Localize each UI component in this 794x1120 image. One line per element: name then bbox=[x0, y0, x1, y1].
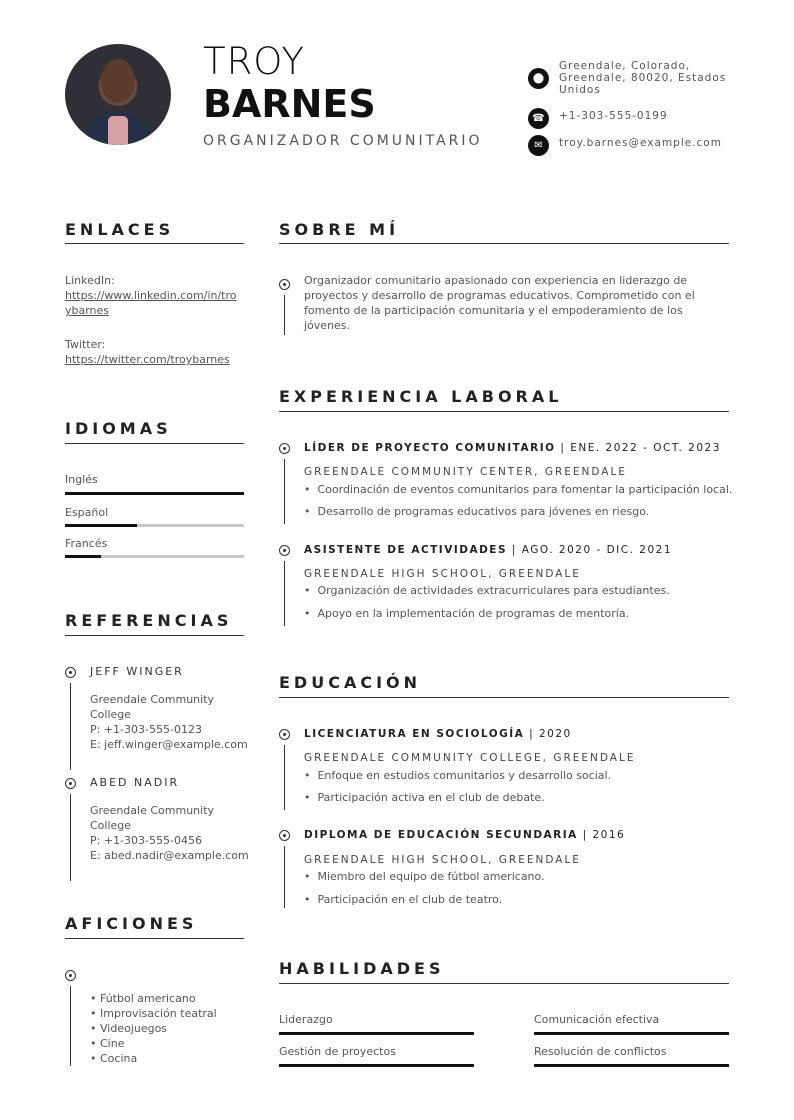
section-title-about: SOBRE MÍ bbox=[279, 220, 400, 239]
bullet-text: Organización de actividades extracurriculares para estudiantes. bbox=[317, 584, 670, 597]
hobby-item: • Cine bbox=[90, 1037, 125, 1050]
edu-title: LICENCIATURA EN SOCIOLOGÍA bbox=[304, 728, 525, 740]
first-name: TROY bbox=[203, 40, 306, 83]
skill-name: Comunicación efectiva bbox=[534, 1013, 660, 1026]
reference-org-cont: College bbox=[90, 819, 132, 832]
about-text bbox=[304, 273, 695, 333]
separator: | bbox=[577, 829, 593, 841]
reference-phone: P: +1-303-555-0456 bbox=[90, 834, 202, 847]
about-line: Organizador comunitario apasionado con experiencia en liderazgo de bbox=[304, 274, 688, 287]
timeline-line bbox=[70, 683, 71, 770]
bullet-text: Participación activa en el club de debate. bbox=[317, 791, 545, 804]
hobbies-list bbox=[90, 991, 217, 1066]
bullet-text: Enfoque en estudios comunitarios y desarrollo social. bbox=[317, 769, 612, 782]
job-bullet: • Desarrollo de programas educativos para jóvenes en riesgo. bbox=[304, 505, 650, 518]
linkedin-url[interactable]: https://www.linkedin.com/in/tro bbox=[65, 289, 237, 302]
edu-heading bbox=[304, 829, 625, 841]
timeline-dot bbox=[279, 279, 290, 290]
edu-bullet: • Enfoque en estudios comunitarios y desarrollo social. bbox=[304, 769, 612, 782]
photo-head bbox=[101, 59, 135, 103]
edu-organization: GREENDALE COMMUNITY COLLEGE, GREENDALE bbox=[304, 752, 636, 764]
skill-name: Resolución de conflictos bbox=[534, 1045, 667, 1058]
hobby-item: • Improvisación teatral bbox=[90, 1007, 217, 1020]
language-bar bbox=[65, 492, 244, 495]
reference-email[interactable]: E: jeff.winger@example.com bbox=[90, 738, 248, 751]
edu-bullet: • Participación en el club de teatro. bbox=[304, 893, 503, 906]
contact-phone: +1-303-555-0199 bbox=[559, 110, 668, 122]
job-heading bbox=[304, 544, 672, 556]
section-rule bbox=[65, 243, 244, 244]
reference-details bbox=[90, 803, 249, 863]
timeline-line bbox=[70, 986, 71, 1066]
section-title-references: REFERENCIAS bbox=[65, 611, 233, 630]
reference-name: ABED NADIR bbox=[90, 776, 180, 789]
reference-org: Greendale Community bbox=[90, 693, 215, 706]
contact-address bbox=[559, 60, 726, 96]
edu-heading bbox=[304, 728, 572, 740]
edu-title: DIPLOMA DE EDUCACIÓN SECUNDARIA bbox=[304, 829, 578, 841]
skill-bar bbox=[279, 1032, 474, 1035]
timeline-dot bbox=[65, 667, 76, 678]
job-dates: AGO. 2020 - DIC. 2021 bbox=[521, 544, 673, 556]
link-twitter bbox=[65, 337, 230, 367]
timeline-dot bbox=[65, 970, 76, 981]
hobby-item: • Videojuegos bbox=[90, 1022, 168, 1035]
timeline-line bbox=[284, 745, 285, 810]
language-bar-fill bbox=[65, 524, 137, 527]
bullet-text: Miembro del equipo de fútbol americano. bbox=[317, 870, 545, 883]
link-linkedin bbox=[65, 273, 237, 318]
reference-org-cont: College bbox=[90, 708, 132, 721]
email-icon: ✉ bbox=[528, 135, 549, 156]
timeline-dot bbox=[65, 778, 76, 789]
timeline-dot bbox=[279, 545, 290, 556]
reference-phone: P: +1-303-555-0123 bbox=[90, 723, 202, 736]
reference-details bbox=[90, 692, 248, 752]
bullet-text: Apoyo en la implementación de programas de mentoría. bbox=[317, 607, 630, 620]
language-bar-fill bbox=[65, 492, 244, 495]
bullet-text: Participación en el club de teatro. bbox=[317, 893, 503, 906]
language-name: Francés bbox=[65, 537, 108, 550]
job-organization: GREENDALE COMMUNITY CENTER, GREENDALE bbox=[304, 466, 627, 478]
skill-bar bbox=[534, 1032, 729, 1035]
edu-bullet: • Participación activa en el club de debate. bbox=[304, 791, 545, 804]
language-name: Español bbox=[65, 506, 109, 519]
twitter-url[interactable]: https://twitter.com/troybarnes bbox=[65, 353, 230, 366]
skill-name: Gestión de proyectos bbox=[279, 1045, 396, 1058]
section-rule bbox=[279, 411, 729, 412]
skill-name: Liderazgo bbox=[279, 1013, 333, 1026]
address-line-1: Greendale, Colorado, bbox=[559, 60, 691, 72]
job-dates: ENE. 2022 - OCT. 2023 bbox=[570, 442, 721, 454]
location-icon: ⬤ bbox=[528, 68, 549, 89]
section-rule bbox=[65, 443, 244, 444]
separator: | bbox=[507, 544, 522, 556]
bullet-text: Desarrollo de programas educativos para jóvenes en riesgo. bbox=[317, 505, 650, 518]
timeline-line bbox=[284, 561, 285, 626]
job-bullet: • Organización de actividades extracurriculares para estudiantes. bbox=[304, 584, 670, 597]
skill-bar bbox=[534, 1064, 729, 1067]
edu-dates: 2016 bbox=[592, 829, 626, 841]
hobby-item: • Cocina bbox=[90, 1052, 138, 1065]
address-line-2: Greendale, 80020, Estados bbox=[559, 72, 727, 84]
phone-icon: ☎ bbox=[528, 108, 549, 129]
reference-email[interactable]: E: abed.nadir@example.com bbox=[90, 849, 249, 862]
link-label: LinkedIn: bbox=[65, 274, 115, 287]
section-title-hobbies: AFICIONES bbox=[65, 914, 198, 933]
section-title-education: EDUCACIÓN bbox=[279, 673, 422, 692]
edu-dates: 2020 bbox=[539, 728, 572, 740]
link-label: Twitter: bbox=[65, 338, 106, 351]
last-name: BARNES bbox=[203, 82, 376, 126]
language-bar-fill bbox=[65, 555, 101, 558]
job-heading bbox=[304, 442, 721, 454]
job-bullet: • Coordinación de eventos comunitarios para fomentar la participación local. bbox=[304, 483, 733, 496]
language-bar bbox=[65, 524, 244, 527]
language-bar bbox=[65, 555, 244, 558]
timeline-line bbox=[284, 846, 285, 908]
job-title: LÍDER DE PROYECTO COMUNITARIO bbox=[304, 442, 556, 454]
section-rule bbox=[279, 697, 729, 698]
language-name: Inglés bbox=[65, 473, 98, 486]
job-organization: GREENDALE HIGH SCHOOL, GREENDALE bbox=[304, 568, 581, 580]
skill-bar bbox=[279, 1064, 474, 1067]
job-role: ORGANIZADOR COMUNITARIO bbox=[203, 133, 483, 149]
photo-collar bbox=[108, 116, 128, 145]
reference-org: Greendale Community bbox=[90, 804, 215, 817]
section-rule bbox=[279, 243, 729, 244]
separator: | bbox=[555, 442, 571, 454]
timeline-dot bbox=[279, 830, 290, 841]
about-line: jóvenes. bbox=[304, 319, 351, 332]
edu-bullet: • Miembro del equipo de fútbol americano. bbox=[304, 870, 545, 883]
section-rule bbox=[65, 938, 244, 939]
job-bullet: • Apoyo en la implementación de programas de mentoría. bbox=[304, 607, 630, 620]
timeline-dot bbox=[279, 443, 290, 454]
address-line-3: Unidos bbox=[559, 84, 601, 96]
section-title-links: ENLACES bbox=[65, 220, 175, 239]
separator: | bbox=[524, 728, 539, 740]
edu-organization: GREENDALE HIGH SCHOOL, GREENDALE bbox=[304, 854, 581, 866]
profile-photo bbox=[65, 44, 171, 145]
job-title: ASISTENTE DE ACTIVIDADES bbox=[304, 544, 508, 556]
section-rule bbox=[279, 983, 729, 984]
section-title-languages: IDIOMAS bbox=[65, 419, 172, 438]
hobby-item: • Fútbol americano bbox=[90, 992, 196, 1005]
timeline-line bbox=[284, 459, 285, 524]
about-line: fomento de la participación comunitaria y el empoderamiento de los bbox=[304, 304, 683, 317]
timeline-line bbox=[70, 794, 71, 881]
linkedin-url-cont[interactable]: ybarnes bbox=[65, 304, 110, 317]
section-title-experience: EXPERIENCIA LABORAL bbox=[279, 387, 563, 406]
section-rule bbox=[65, 635, 244, 636]
contact-email[interactable]: troy.barnes@example.com bbox=[559, 137, 722, 149]
reference-name: JEFF WINGER bbox=[90, 665, 184, 678]
section-title-skills: HABILIDADES bbox=[279, 959, 445, 978]
bullet-text: Coordinación de eventos comunitarios para fomentar la participación local. bbox=[317, 483, 733, 496]
about-line: proyectos y desarrollo de programas educativos. Comprometido con el bbox=[304, 289, 695, 302]
timeline-dot bbox=[279, 729, 290, 740]
timeline-line bbox=[284, 295, 285, 335]
